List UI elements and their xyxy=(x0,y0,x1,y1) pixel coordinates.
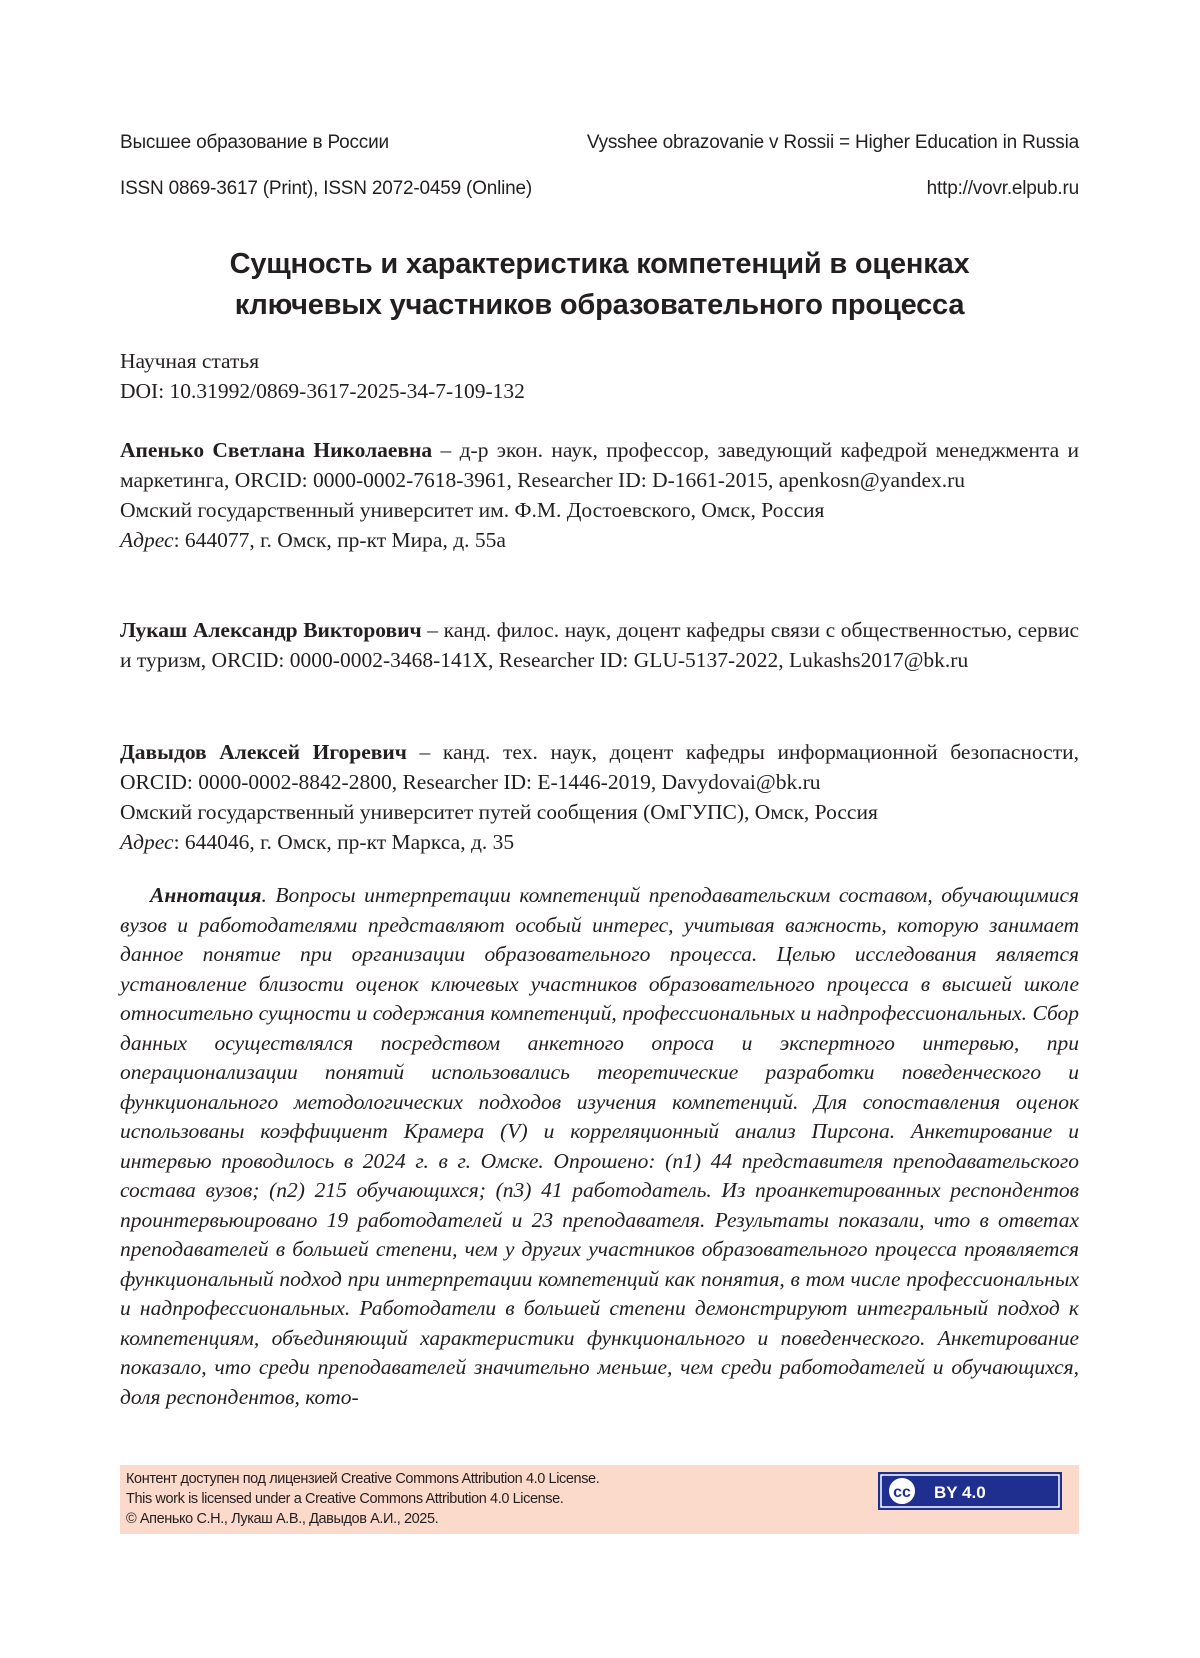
author-name: Апенько Светлана Николаевна xyxy=(120,438,433,462)
license-box xyxy=(120,1465,1079,1534)
cc-icon-text: cc xyxy=(893,1484,911,1501)
author-details: – д-р экон. наук, профессор, заведующий кафедрой менеджмента и маркетинга, ORCID: 0000-0002-7618-3961, Researcher ID: D-1661-2015, apenkosn@yandex.ru xyxy=(120,438,1079,492)
abstract-label: Аннотация xyxy=(150,883,262,907)
article-title-line-1: Сущность и характеристика компетенций в оценках xyxy=(229,248,970,280)
doi-link[interactable]: DOI: 10.31992/0869-3617-2025-34-7-109-132 xyxy=(120,379,525,403)
address-label: Адрес xyxy=(120,830,174,854)
license-line-ru: Контент доступен под лицензией Creative Commons Attribution 4.0 License. xyxy=(126,1471,600,1487)
author-info xyxy=(120,435,1079,495)
author-info xyxy=(120,737,1079,797)
cc-by-license-badge[interactable] xyxy=(878,1472,1062,1510)
copyright-line: © Апенько С.Н., Лукаш А.В., Давыдов А.И., 2025. xyxy=(126,1511,439,1527)
abstract xyxy=(120,881,1079,1412)
article-type: Научная статья xyxy=(120,349,260,373)
abstract-text: . Вопросы интерпретации компетенций преподавательским составом, обучающимися вузов и работодателями представляют особый интерес, учитывая важность, которую занимает данное понятие при организации образовательного процесса. Целью исследования является установление близости оценок ключевых участников образовательного процесса в высшей школе относительно сущности и содержания компетенций, профессиональных и надпрофессиональных. Сбор данных осуществлялся посредством анкетного опроса и экспертного интервью, при операционализации понятий использовались теоретические разработки поведенческого и функционального методологических подходов изучения компетенций. Для сопоставления оценок использованы коэффициент Крамера (V) и корреляционный анализ Пирсона. Анкетирование и интервью проводилось в 2024 г. в г. Омске. Опрошено: (n1) 44 представителя преподавательского состава вузов; (n2) 215 обучающихся; (n3) 41 работодатель. Из проанкетированных респондентов проинтервьюировано 19 работодателей и 23 преподавателя. Результаты показали, что в ответах преподавателей в большей степени, чем у других участников образовательного процесса проявляется функциональный подход при интерпретации компетенций как понятия, в том числе профессиональных и надпрофессиональных. Работодатели в большей степени демонстрируют интегральный подход к компетенциям, объединяющий характеристики функционального и поведенческого. Анкетирование показало, что среди преподавателей значительно меньше, чем среди работодателей и обучающихся, доля респондентов, кото- xyxy=(120,883,1079,1409)
journal-title-en: Vysshee obrazovanie v Rossii = Higher Education in Russia xyxy=(586,132,1079,153)
author-info xyxy=(120,615,1079,675)
cc-badge-text: BY 4.0 xyxy=(934,1483,986,1502)
issn-header xyxy=(120,178,1079,202)
author-name: Лукаш Александр Викторович xyxy=(120,618,422,642)
author-block-1 xyxy=(120,435,1079,555)
article-title-line-2: ключевых участников образовательного процесса xyxy=(234,289,965,321)
author-affiliation: Омский государственный университет путей сообщения (ОмГУПС), Омск, Россия xyxy=(120,800,878,824)
address-value: : 644046, г. Омск, пр-кт Маркса, д. 35 xyxy=(173,830,515,854)
address-value: : 644077, г. Омск, пр-кт Мира, д. 55а xyxy=(173,528,506,552)
author-address xyxy=(120,827,1079,857)
running-header xyxy=(120,132,1079,156)
address-label: Адрес xyxy=(120,528,174,552)
journal-title-ru: Высшее образование в России xyxy=(120,132,389,153)
issn: ISSN 0869-3617 (Print), ISSN 2072-0459 (Online) xyxy=(120,178,532,199)
article-meta xyxy=(120,346,1079,406)
author-details: – канд. тех. наук, доцент кафедры информационной безопасности, ORCID: 0000-0002-8842-2800, Researcher ID: E-1446-2019, Davydovai@bk.ru xyxy=(120,740,1080,794)
article-title xyxy=(120,244,1079,326)
author-address xyxy=(120,525,1079,555)
license-line-en: This work is licensed under a Creative Commons Attribution 4.0 License. xyxy=(126,1491,564,1507)
journal-url-link[interactable]: http://vovr.elpub.ru xyxy=(926,178,1079,199)
author-affiliation: Омский государственный университет им. Ф.М. Достоевского, Омск, Россия xyxy=(120,498,825,522)
license-text xyxy=(126,1469,599,1529)
author-block-2 xyxy=(120,615,1079,675)
author-details: – канд. филос. наук, доцент кафедры связи с общественностью, сервис и туризм, ORCID: 0000-0002-3468-141X, Researcher ID: GLU-5137-2022, Lukashs2017@bk.ru xyxy=(120,618,1080,672)
author-name: Давыдов Алексей Игоревич xyxy=(120,740,407,764)
author-block-3 xyxy=(120,737,1079,857)
